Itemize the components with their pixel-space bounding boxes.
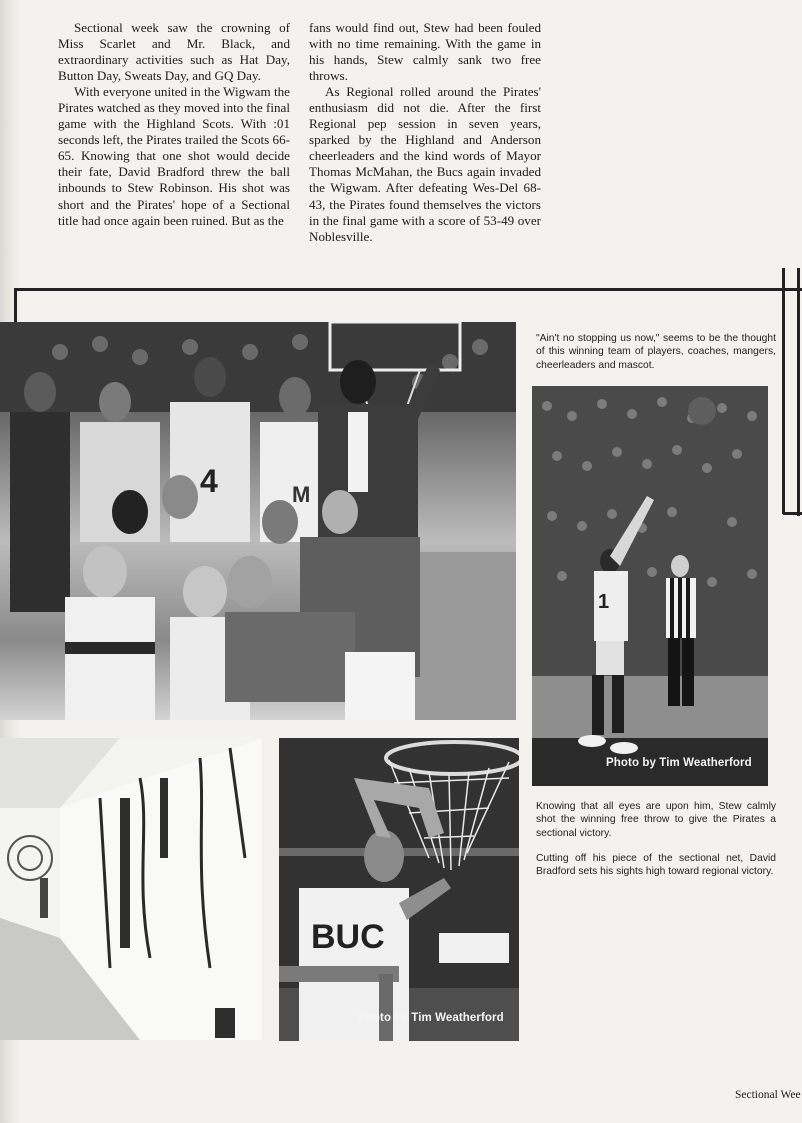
decorated-hallway-photo (0, 738, 262, 1040)
hallway-illustration (0, 738, 262, 1040)
frame-rule-right (797, 268, 800, 516)
free-throw-photo-credit: Photo by Tim Weatherford (606, 757, 752, 769)
net-photo-credit: Photo by Tim Weatherford (358, 1012, 504, 1024)
free-throw-jersey-number: 1 (598, 591, 610, 613)
free-throw-illustration (532, 386, 768, 786)
free-throw-photo (532, 386, 768, 786)
team-celebration-photo (0, 322, 516, 720)
page-footer-section-title: Sectional Wee (735, 1089, 801, 1101)
net-cutting-illustration (279, 738, 519, 1041)
frame-rule-right-foot (783, 512, 802, 515)
celebration-caption: "Ain't no stopping us now," seems to be the thought of this winning team of players, coaches, mangers, cheerleaders and mascot. (536, 333, 776, 371)
celebration-jersey-number: 4 (200, 463, 218, 499)
celebration-jersey-letter: M (292, 482, 311, 507)
net-player-jersey-text: BUC (311, 918, 385, 956)
article-paragraph: Sectional week saw the crowning of Miss Scarlet and Mr. Black, and extraordinary activities such as Hat Day, Button Day, Sweats Day, and GQ Day. (58, 20, 290, 84)
celebration-illustration (0, 322, 516, 720)
article-column-2 (309, 20, 541, 245)
frame-rule-top (14, 288, 802, 291)
article-paragraph: fans would find out, Stew had been fouled with no time remaining. With the game in his hands, Stew calmly sank two free throws. (309, 20, 541, 84)
free-throw-caption: Knowing that all eyes are upon him, Stew calmly shot the winning free throw to give the Pirates a sectional victory. (536, 801, 776, 839)
article-paragraph: As Regional rolled around the Pirates' enthusiasm did not die. After the first Regional pep session in seven years, sparked by the Highland and Anderson cheerleaders and the kind words of Mayor Thomas McMahan, the Bucs again invaded the Wigwam. After defeating Wes-Del 68-43, the Pirates found themselves the victors in the final game with a score of 53-49 over Noblesville. (309, 84, 541, 244)
article-column-1 (58, 20, 290, 229)
net-cutting-caption: Cutting off his piece of the sectional net, David Bradford sets his sights high toward regional victory. (536, 853, 776, 878)
frame-rule-right-inner (782, 268, 785, 514)
net-cutting-photo (279, 738, 519, 1041)
article-paragraph: With everyone united in the Wigwam the Pirates watched as they moved into the final game with the Highland Scots. With :01 seconds left, the Pirates trailed the Scots 66-65. Knowing that one shot would decide their fate, David Bradford threw the ball inbounds to Stew Robinson. His shot was short and the Pirates' hope of a Sectional title had once again been ruined. But as the (58, 84, 290, 228)
